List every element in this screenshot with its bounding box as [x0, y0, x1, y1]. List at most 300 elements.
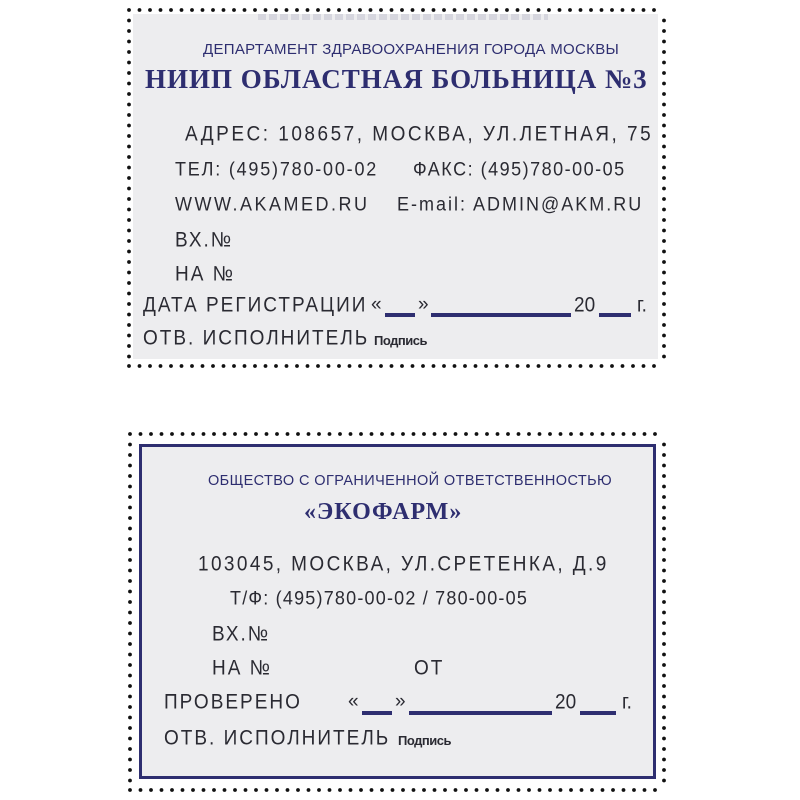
- border-dot: [495, 8, 499, 12]
- border-dot: [662, 632, 666, 636]
- border-dot: [485, 432, 489, 436]
- border-dot: [128, 788, 132, 792]
- border-dot: [274, 364, 278, 368]
- border-dot: [411, 364, 415, 368]
- border-dot: [127, 103, 131, 107]
- border-dot: [170, 788, 174, 792]
- border-dot: [254, 788, 258, 792]
- border-dot: [202, 432, 206, 436]
- border-dot: [390, 364, 394, 368]
- border-dot: [327, 8, 331, 12]
- border-dot: [547, 364, 551, 368]
- border-dot: [559, 432, 563, 436]
- border-dot: [191, 788, 195, 792]
- border-dot: [662, 302, 666, 306]
- border-dot: [127, 239, 131, 243]
- border-dot: [127, 344, 131, 348]
- border-dot: [443, 788, 447, 792]
- border-dot: [662, 663, 666, 667]
- border-dot: [442, 364, 446, 368]
- border-dot: [662, 642, 666, 646]
- border-dot: [127, 82, 131, 86]
- border-dot: [127, 176, 131, 180]
- border-dot: [127, 29, 131, 33]
- border-dot: [411, 8, 415, 12]
- border-dot: [379, 8, 383, 12]
- border-dot: [547, 8, 551, 12]
- border-dot: [128, 516, 132, 520]
- border-dot: [296, 432, 300, 436]
- border-dot: [464, 788, 468, 792]
- border-dot: [662, 50, 666, 54]
- border-dot: [662, 474, 666, 478]
- border-dot: [338, 432, 342, 436]
- border-dot: [631, 364, 635, 368]
- border-dot: [128, 695, 132, 699]
- border-dot: [600, 8, 604, 12]
- border-dot: [369, 8, 373, 12]
- border-dot: [275, 432, 279, 436]
- border-dot: [662, 229, 666, 233]
- on-number-label: НА №: [175, 262, 236, 286]
- border-dot: [244, 788, 248, 792]
- border-dot: [421, 8, 425, 12]
- border-dot: [128, 600, 132, 604]
- border-dot: [662, 208, 666, 212]
- border-dot: [139, 432, 143, 436]
- border-dot: [558, 8, 562, 12]
- border-dot: [232, 364, 236, 368]
- border-dot: [485, 788, 489, 792]
- border-dot: [286, 432, 290, 436]
- border-dot: [181, 788, 185, 792]
- responsible-label: ОТВ. ИСПОЛНИТЕЛЬ: [164, 726, 391, 750]
- border-dot: [662, 155, 666, 159]
- border-dot: [369, 364, 373, 368]
- border-dot: [527, 432, 531, 436]
- border-dot: [662, 145, 666, 149]
- border-dot: [128, 768, 132, 772]
- border-dot: [127, 166, 131, 170]
- border-dot: [285, 8, 289, 12]
- website-text: WWW.AKAMED.RU: [175, 192, 370, 215]
- border-dot: [169, 364, 173, 368]
- border-dot: [128, 632, 132, 636]
- border-dot: [265, 432, 269, 436]
- border-dot: [662, 506, 666, 510]
- border-dot: [370, 788, 374, 792]
- border-dot: [569, 432, 573, 436]
- border-dot: [590, 788, 594, 792]
- border-dot: [443, 432, 447, 436]
- border-dot: [662, 281, 666, 285]
- border-dot: [264, 364, 268, 368]
- border-dot: [622, 788, 626, 792]
- border-dot: [127, 71, 131, 75]
- border-dot: [358, 8, 362, 12]
- border-dot: [537, 364, 541, 368]
- year-suffix: г.: [622, 690, 632, 714]
- border-dot: [662, 653, 666, 657]
- border-dot: [526, 8, 530, 12]
- border-dot: [191, 432, 195, 436]
- border-dot: [662, 579, 666, 583]
- border-dot: [128, 642, 132, 646]
- quote-open: «: [348, 691, 359, 712]
- border-dot: [662, 355, 666, 359]
- border-dot: [662, 611, 666, 615]
- border-dot: [652, 364, 656, 368]
- border-dot: [601, 432, 605, 436]
- border-dot: [127, 323, 131, 327]
- border-dot: [662, 187, 666, 191]
- border-dot: [127, 271, 131, 275]
- border-dot: [548, 788, 552, 792]
- day-line: [385, 313, 415, 317]
- border-dot: [475, 432, 479, 436]
- border-dot: [600, 364, 604, 368]
- border-dot: [662, 758, 666, 762]
- border-dot: [516, 364, 520, 368]
- border-dot: [662, 695, 666, 699]
- border-dot: [453, 364, 457, 368]
- border-dot: [212, 788, 216, 792]
- border-dot: [170, 432, 174, 436]
- border-dot: [622, 432, 626, 436]
- border-dot: [412, 788, 416, 792]
- border-dot: [601, 788, 605, 792]
- border-dot: [662, 600, 666, 604]
- border-dot: [307, 788, 311, 792]
- border-dot: [611, 788, 615, 792]
- border-dot: [453, 8, 457, 12]
- border-dot: [463, 364, 467, 368]
- border-dot: [128, 432, 132, 436]
- border-dot: [295, 8, 299, 12]
- border-dot: [662, 92, 666, 96]
- border-dot: [653, 432, 657, 436]
- border-dot: [621, 364, 625, 368]
- border-dot: [275, 788, 279, 792]
- border-dot: [401, 788, 405, 792]
- border-dot: [662, 674, 666, 678]
- border-dot: [127, 334, 131, 338]
- border-dot: [433, 432, 437, 436]
- border-dot: [127, 302, 131, 306]
- month-line: [409, 711, 552, 715]
- border-dot: [662, 166, 666, 170]
- border-dot: [526, 364, 530, 368]
- border-dot: [127, 260, 131, 264]
- border-dot: [127, 134, 131, 138]
- border-dot: [580, 788, 584, 792]
- border-dot: [652, 8, 656, 12]
- border-dot: [662, 590, 666, 594]
- border-dot: [159, 364, 163, 368]
- border-dot: [127, 229, 131, 233]
- border-dot: [127, 197, 131, 201]
- border-dot: [222, 8, 226, 12]
- border-dot: [127, 124, 131, 128]
- border-dot: [662, 103, 666, 107]
- border-dot: [148, 364, 152, 368]
- border-dot: [662, 250, 666, 254]
- border-dot: [662, 292, 666, 296]
- border-dot: [632, 788, 636, 792]
- border-dot: [422, 432, 426, 436]
- border-dot: [662, 271, 666, 275]
- border-dot: [128, 485, 132, 489]
- border-dot: [662, 768, 666, 772]
- border-dot: [662, 726, 666, 730]
- border-dot: [380, 788, 384, 792]
- border-dot: [337, 8, 341, 12]
- border-dot: [128, 779, 132, 783]
- border-dot: [128, 726, 132, 730]
- border-dot: [662, 684, 666, 688]
- border-dot: [128, 506, 132, 510]
- border-dot: [589, 364, 593, 368]
- border-dot: [662, 124, 666, 128]
- border-dot: [211, 8, 215, 12]
- border-dot: [169, 8, 173, 12]
- border-dot: [160, 788, 164, 792]
- email-text: E-mail: ADMIN@AKM.RU: [397, 192, 644, 215]
- company-stamp: [139, 444, 656, 779]
- border-dot: [643, 788, 647, 792]
- border-dot: [662, 464, 666, 468]
- responsible-label: ОТВ. ИСПОЛНИТЕЛЬ: [143, 326, 370, 350]
- border-dot: [127, 155, 131, 159]
- fax-text: ФАКС: (495)780-00-05: [413, 157, 626, 180]
- year-prefix: 20: [574, 293, 596, 317]
- border-dot: [484, 364, 488, 368]
- border-dot: [517, 432, 521, 436]
- border-dot: [359, 432, 363, 436]
- border-dot: [127, 50, 131, 54]
- border-dot: [580, 432, 584, 436]
- border-dot: [128, 684, 132, 688]
- border-dot: [621, 8, 625, 12]
- border-dot: [243, 364, 247, 368]
- border-dot: [128, 474, 132, 478]
- border-dot: [316, 8, 320, 12]
- border-dot: [359, 788, 363, 792]
- border-dot: [128, 527, 132, 531]
- border-dot: [475, 788, 479, 792]
- border-dot: [662, 29, 666, 33]
- border-dot: [454, 432, 458, 436]
- border-dot: [401, 432, 405, 436]
- department-text: ДЕПАРТАМЕНТ ЗДРАВООХРАНЕНИЯ ГОРОДА МОСКВЫ: [203, 41, 620, 58]
- border-dot: [505, 364, 509, 368]
- border-dot: [516, 8, 520, 12]
- border-dot: [538, 788, 542, 792]
- border-dot: [662, 705, 666, 709]
- border-dot: [662, 569, 666, 573]
- border-dot: [400, 364, 404, 368]
- border-dot: [316, 364, 320, 368]
- border-dot: [568, 364, 572, 368]
- border-dot: [180, 364, 184, 368]
- border-dot: [642, 8, 646, 12]
- border-dot: [579, 364, 583, 368]
- address-text: 103045, МОСКВА, УЛ.СРЕТЕНКА, Д.9: [198, 552, 609, 576]
- border-dot: [589, 8, 593, 12]
- border-dot: [127, 145, 131, 149]
- border-dot: [662, 197, 666, 201]
- border-dot: [568, 8, 572, 12]
- border-dot: [296, 788, 300, 792]
- border-dot: [662, 218, 666, 222]
- address-text: АДРЕС: 108657, МОСКВА, УЛ.ЛЕТНАЯ, 75: [185, 122, 654, 146]
- border-dot: [611, 432, 615, 436]
- border-dot: [128, 453, 132, 457]
- border-dot: [643, 432, 647, 436]
- border-dot: [464, 432, 468, 436]
- border-dot: [127, 250, 131, 254]
- faded-top-line: [258, 14, 548, 20]
- border-dot: [496, 432, 500, 436]
- border-dot: [253, 8, 257, 12]
- border-dot: [380, 432, 384, 436]
- border-dot: [484, 8, 488, 12]
- border-dot: [495, 364, 499, 368]
- border-dot: [233, 432, 237, 436]
- org-name: «ЭКОФАРМ»: [304, 499, 463, 525]
- border-dot: [127, 281, 131, 285]
- border-dot: [128, 569, 132, 573]
- border-dot: [370, 432, 374, 436]
- border-dot: [662, 716, 666, 720]
- border-dot: [662, 334, 666, 338]
- border-dot: [348, 8, 352, 12]
- border-dot: [662, 485, 666, 489]
- year-prefix: 20: [555, 690, 577, 714]
- border-dot: [662, 779, 666, 783]
- border-dot: [128, 716, 132, 720]
- border-dot: [286, 788, 290, 792]
- hospital-stamp: [133, 14, 658, 359]
- border-dot: [138, 364, 142, 368]
- border-dot: [559, 788, 563, 792]
- border-dot: [454, 788, 458, 792]
- border-dot: [506, 788, 510, 792]
- border-dot: [201, 364, 205, 368]
- border-dot: [148, 8, 152, 12]
- border-dot: [159, 8, 163, 12]
- border-dot: [211, 364, 215, 368]
- border-dot: [358, 364, 362, 368]
- border-dot: [233, 788, 237, 792]
- border-dot: [328, 788, 332, 792]
- border-dot: [662, 239, 666, 243]
- border-dot: [662, 176, 666, 180]
- border-dot: [295, 364, 299, 368]
- border-dot: [391, 788, 395, 792]
- border-dot: [474, 364, 478, 368]
- border-dot: [128, 611, 132, 615]
- border-dot: [505, 8, 509, 12]
- border-dot: [128, 590, 132, 594]
- border-dot: [662, 113, 666, 117]
- border-dot: [632, 432, 636, 436]
- phone-fax-text: Т/Ф: (495)780-00-02 / 780-00-05: [230, 586, 529, 609]
- border-dot: [610, 364, 614, 368]
- border-dot: [306, 8, 310, 12]
- border-dot: [127, 113, 131, 117]
- border-dot: [128, 443, 132, 447]
- border-dot: [138, 8, 142, 12]
- border-dot: [527, 788, 531, 792]
- border-dot: [631, 8, 635, 12]
- from-label: ОТ: [414, 656, 445, 680]
- border-dot: [149, 788, 153, 792]
- quote-close: »: [395, 691, 406, 712]
- border-dot: [232, 8, 236, 12]
- border-dot: [253, 364, 257, 368]
- border-dot: [127, 92, 131, 96]
- border-dot: [662, 61, 666, 65]
- phone-text: ТЕЛ: (495)780-00-02: [175, 157, 379, 180]
- incoming-number-label: ВХ.№: [175, 228, 234, 252]
- border-dot: [348, 364, 352, 368]
- border-dot: [306, 364, 310, 368]
- border-dot: [181, 432, 185, 436]
- border-dot: [127, 364, 131, 368]
- border-dot: [128, 537, 132, 541]
- border-dot: [128, 653, 132, 657]
- border-dot: [432, 364, 436, 368]
- on-number-label: НА №: [212, 656, 273, 680]
- signature-label: Подпись: [374, 333, 427, 348]
- border-dot: [662, 260, 666, 264]
- border-dot: [412, 432, 416, 436]
- border-dot: [662, 527, 666, 531]
- border-dot: [390, 8, 394, 12]
- border-dot: [264, 8, 268, 12]
- border-dot: [265, 788, 269, 792]
- border-dot: [180, 8, 184, 12]
- border-dot: [128, 747, 132, 751]
- border-dot: [128, 737, 132, 741]
- border-dot: [662, 443, 666, 447]
- border-dot: [662, 747, 666, 751]
- border-dot: [128, 674, 132, 678]
- border-dot: [579, 8, 583, 12]
- border-dot: [127, 40, 131, 44]
- border-dot: [662, 558, 666, 562]
- quote-open: «: [371, 294, 382, 315]
- border-dot: [379, 364, 383, 368]
- border-dot: [127, 218, 131, 222]
- border-dot: [327, 364, 331, 368]
- border-dot: [391, 432, 395, 436]
- border-dot: [128, 579, 132, 583]
- border-dot: [537, 8, 541, 12]
- border-dot: [139, 788, 143, 792]
- border-dot: [662, 621, 666, 625]
- border-dot: [569, 788, 573, 792]
- border-dot: [190, 8, 194, 12]
- border-dot: [201, 8, 205, 12]
- border-dot: [202, 788, 206, 792]
- border-dot: [662, 548, 666, 552]
- border-dot: [610, 8, 614, 12]
- company-type-text: ОБЩЕСТВО С ОГРАНИЧЕННОЙ ОТВЕТСТВЕННОСТЬЮ: [208, 473, 613, 489]
- year-line: [599, 313, 631, 317]
- border-dot: [128, 758, 132, 762]
